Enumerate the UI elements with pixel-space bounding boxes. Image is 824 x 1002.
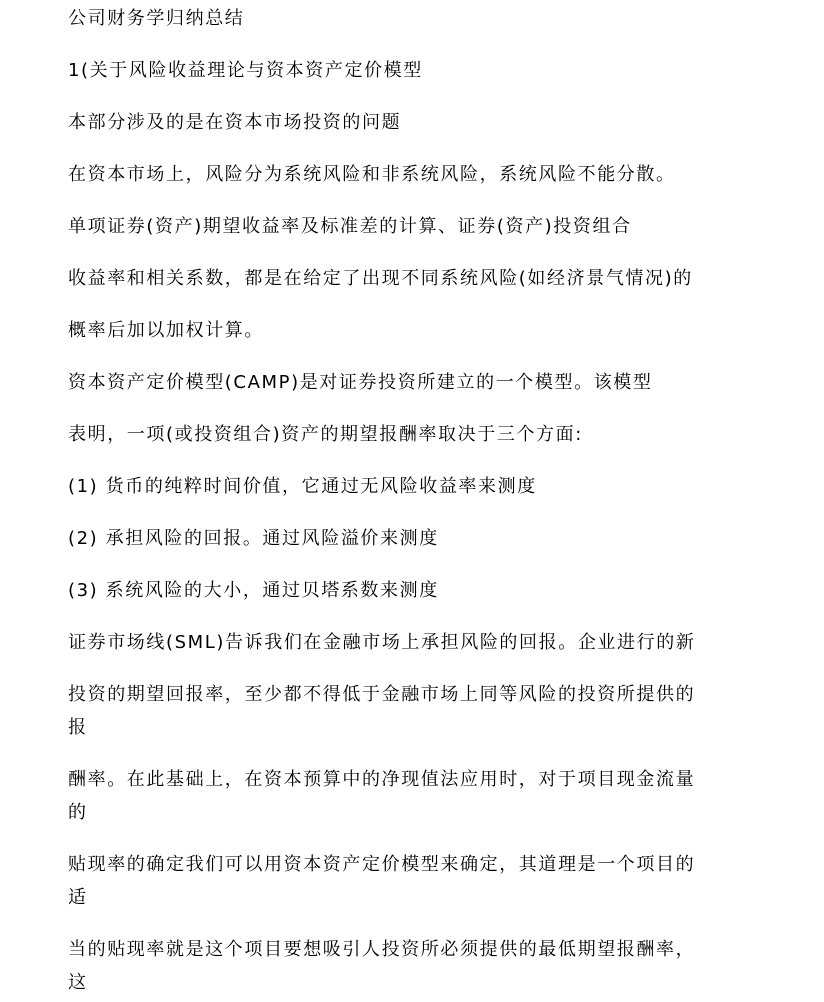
- list-item: (3) 系统风险的大小，通过贝塔系数来测度: [68, 580, 439, 601]
- paragraph-line: 酬率。在此基础上，在资本预算中的净现值法应用时，对于项目现金流量: [68, 769, 696, 790]
- paragraph-line: 投资的期望回报率，至少都不得低于金融市场上同等风险的投资所提供的: [68, 684, 696, 705]
- section-heading: 1(关于风险收益理论与资本资产定价模型: [68, 60, 423, 81]
- paragraph-line: 资本资产定价模型(CAMP)是对证券投资所建立的一个模型。该模型: [68, 372, 653, 393]
- list-item: (2) 承担风险的回报。通过风险溢价来测度: [68, 528, 439, 549]
- paragraph-line: 在资本市场上，风险分为系统风险和非系统风险，系统风险不能分散。: [68, 164, 676, 185]
- paragraph-line: 贴现率的确定我们可以用资本资产定价模型来确定，其道理是一个项目的: [68, 854, 696, 875]
- paragraph-line: 当的贴现率就是这个项目要想吸引人投资所必须提供的最低期望报酬率，: [68, 939, 696, 960]
- paragraph-line: 的: [68, 802, 88, 823]
- paragraph-line: 证券市场线(SML)告诉我们在金融市场上承担风险的回报。企业进行的新: [68, 632, 696, 653]
- paragraph-line: 单项证券(资产)期望收益率及标准差的计算、证券(资产)投资组合: [68, 216, 632, 237]
- paragraph-line: 收益率和相关系数，都是在给定了出现不同系统风险(如经济景气情况)的: [68, 268, 693, 289]
- paragraph-line: 表明，一项(或投资组合)资产的期望报酬率取决于三个方面:: [68, 424, 583, 445]
- paragraph-line: 概率后加以加权计算。: [68, 320, 264, 341]
- list-item: (1) 货币的纯粹时间价值，它通过无风险收益率来测度: [68, 476, 537, 497]
- paragraph-line: 这: [68, 972, 88, 993]
- paragraph-line: 报: [68, 717, 88, 738]
- document-title: 公司财务学归纳总结: [68, 8, 245, 29]
- paragraph-line: 适: [68, 887, 88, 908]
- paragraph-line: 本部分涉及的是在资本市场投资的问题: [68, 112, 402, 133]
